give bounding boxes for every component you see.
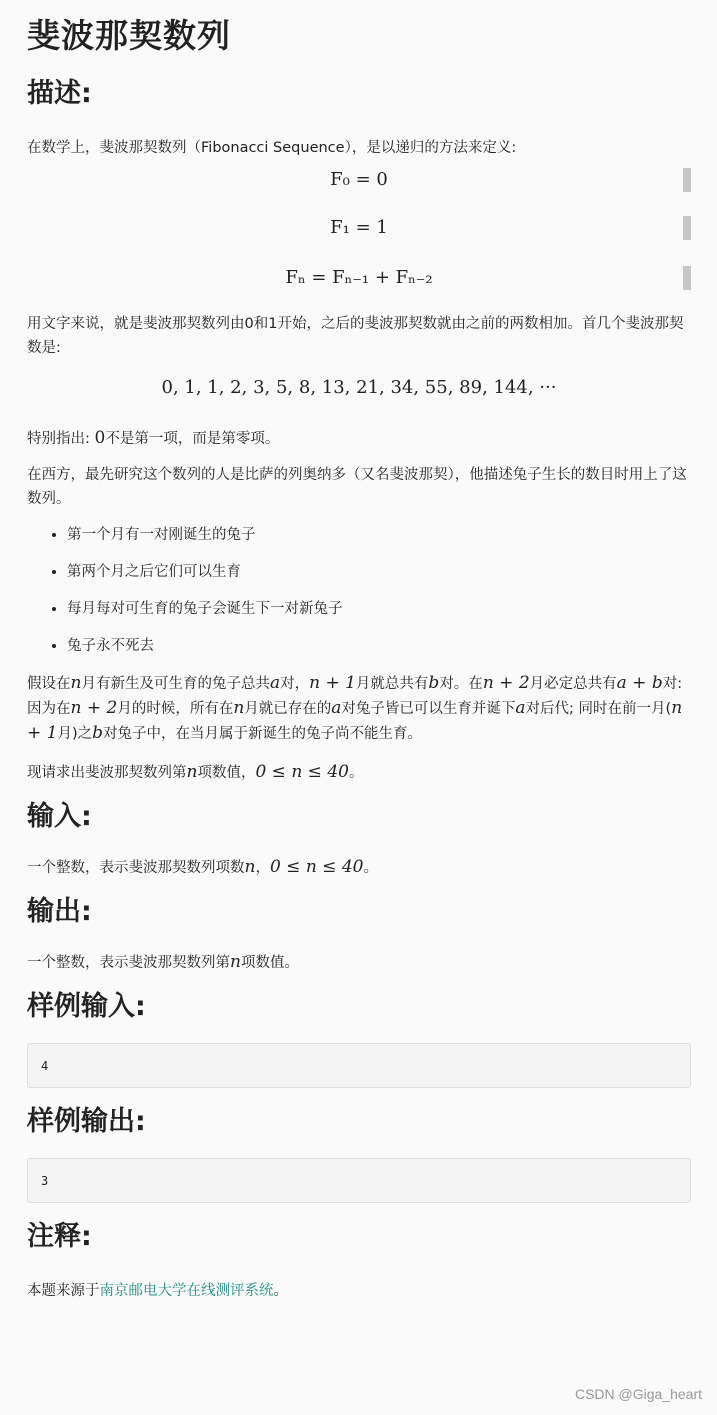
intro-paragraph: 在数学上，斐波那契数列（Fibonacci Sequence），是以递归的方法来定义: [27,140,517,156]
formula-fn: Fₙ = Fₙ₋₁ + Fₙ₋₂ [27,266,691,312]
sequence-formula: 0, 1, 1, 2, 3, 5, 8, 13, 21, 34, 55, 89, 144, ··· [161,377,557,398]
sample-input-box[interactable]: 4 [27,1043,691,1088]
task-paragraph: 现请求出斐波那契数列第n项数值，0 ≤ n ≤ 40。 [27,762,364,782]
formula-f1: F₁ = 1 [27,216,691,266]
history-paragraph: 在西方，最先研究这个数列的人是比萨的列奥纳多（又名斐波那契），他描述兔子生长的数目时用上了这数列。 [27,467,687,507]
explain-paragraph: 用文字来说，就是斐波那契数列由0和1开始，之后的斐波那契数就由之前的两数相加。首几个斐波那契数是: [27,316,684,356]
formula-scrollbar[interactable] [683,216,691,240]
assumption-paragraph: 假设在n月有新生及可生育的兔子总共a对，n + 1月就总共有b对。在n + 2月必定总共有a + b对: 因为在n + 2月的时候，所有在n月就已存在的a对兔子皆已可以生育并诞下a对后代; 同时在前一月(n + 1月)之b对兔子中，在当月属于新诞生的兔子尚不能生育。 [27,673,683,743]
special-note: 特别指出: 0不是第一项，而是第零项。 [27,428,280,448]
formula-f0: F₀ = 0 [27,168,691,216]
section-heading-note: 注释: [27,1221,92,1252]
list-item: • 兔子永不死去 [67,634,691,658]
section-heading-input: 输入: [27,801,92,832]
oj-source-link[interactable]: 南京邮电大学在线测评系统 [99,1283,274,1299]
page-title: 斐波那契数列 [27,16,231,55]
formula-scrollbar[interactable] [683,168,691,192]
section-heading-sample-output: 样例输出: [27,1106,146,1137]
formula-scrollbar[interactable] [683,266,691,290]
list-item: • 每月每对可生育的兔子会诞生下一对新兔子 [67,597,691,621]
csdn-watermark: CSDN @Giga_heart [574,1386,702,1402]
section-heading-output: 输出: [27,896,92,927]
sample-output-box[interactable]: 3 [27,1158,691,1203]
source-note: 本题来源于南京邮电大学在线测评系统。 [27,1283,288,1299]
formula-block [27,168,691,312]
input-description: 一个整数，表示斐波那契数列项数n，0 ≤ n ≤ 40。 [27,857,378,877]
list-item: • 第一个月有一对刚诞生的兔子 [67,523,691,547]
problem-page [27,12,691,1303]
rabbit-rules-list [27,523,691,658]
section-heading-description: 描述: [27,78,92,109]
output-description: 一个整数，表示斐波那契数列第n项数值。 [27,952,299,972]
section-heading-sample-input: 样例输入: [27,991,146,1022]
list-item: • 第两个月之后它们可以生育 [67,560,691,584]
